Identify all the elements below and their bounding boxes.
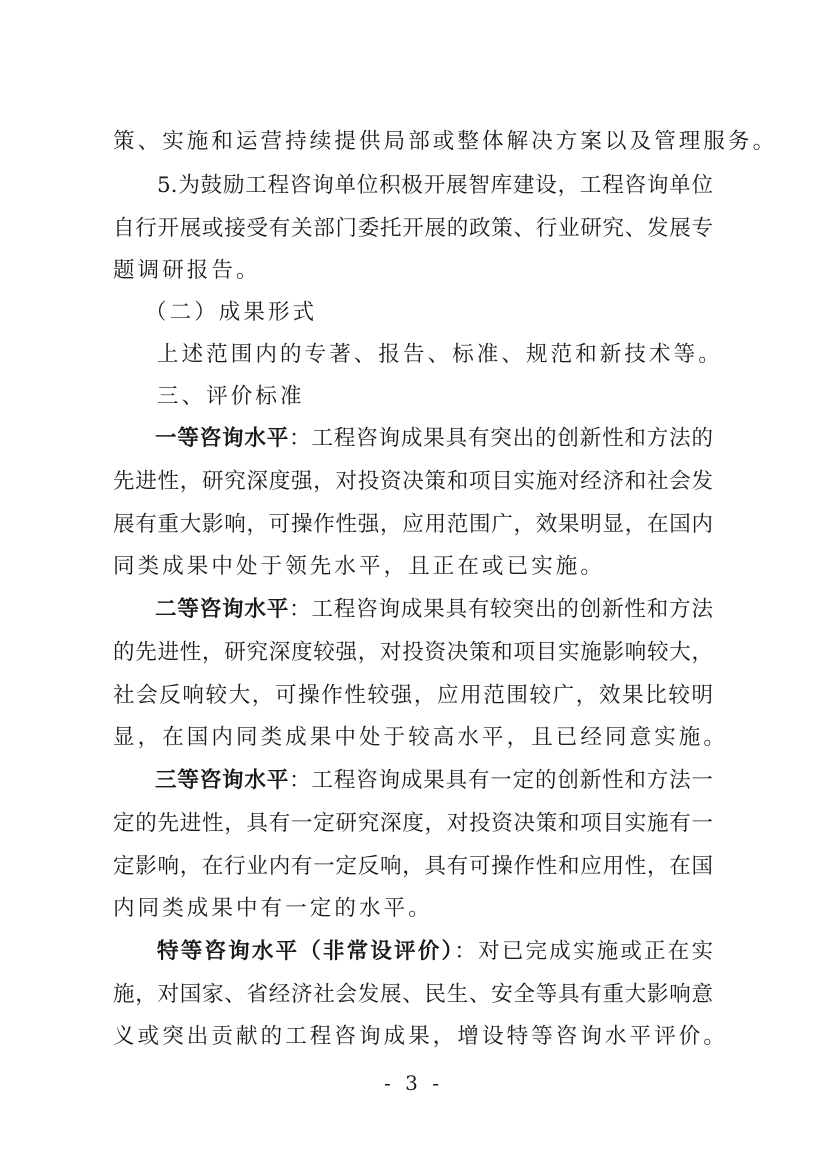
line-text: 显，在国内同类成果中处于较高水平，且已经同意实施。 <box>113 725 729 750</box>
paragraph-line <box>157 171 713 201</box>
line-text: 的先进性，研究深度较强，对投资决策和项目实施影响较大， <box>113 640 713 665</box>
paragraph-line <box>113 127 778 157</box>
line-text: （二）成果形式 <box>145 300 318 325</box>
line-text: 5.为鼓励工程咨询单位积极开展智库建设，工程咨询单位 <box>157 173 713 198</box>
paragraph-line <box>113 723 729 753</box>
line-text: 义或突出贡献的工程咨询成果，增设特等咨询水平评价。 <box>113 1024 729 1049</box>
section-subheading <box>145 298 745 328</box>
level-title: 二等咨询水平 <box>155 597 290 622</box>
line-text: 先进性，研究深度强，对投资决策和项目实施对经济和社会发 <box>113 469 713 494</box>
paragraph-line <box>113 552 713 582</box>
level-title: 一等咨询水平 <box>155 426 290 451</box>
line-text: 三、评价标准 <box>157 384 305 409</box>
line-text: 社会反响较大，可操作性较强，应用范围较广，效果比较明 <box>113 683 713 708</box>
paragraph-line <box>113 467 713 497</box>
line-text: ：工程咨询成果具有较突出的创新性和方法 <box>289 597 713 622</box>
line-text: 内同类成果中有一定的水平。 <box>113 896 433 921</box>
line-text: 定影响，在行业内有一定反响，具有可操作性和应用性，在国 <box>113 854 713 879</box>
line-text: 题调研报告。 <box>113 258 261 283</box>
paragraph-line <box>157 937 713 967</box>
paragraph-line <box>113 681 713 711</box>
page-number: - 3 - <box>384 1071 443 1095</box>
line-text: 同类成果中处于领先水平，且正在或已实施。 <box>113 554 606 579</box>
line-text: 策、实施和运营持续提供局部或整体解决方案以及管理服务。 <box>113 129 778 154</box>
line-text: 施，对国家、省经济社会发展、民生、安全等具有重大影响意 <box>113 982 713 1007</box>
level-title: 特等咨询水平（非常设评价） <box>157 939 455 964</box>
paragraph-line <box>113 894 713 924</box>
paragraph-line <box>113 809 713 839</box>
line-text: 定的先进性，具有一定研究深度，对投资决策和项目实施有一 <box>113 811 713 836</box>
section-heading <box>157 382 757 412</box>
paragraph-line <box>113 852 713 882</box>
line-text: ：工程咨询成果具有一定的创新性和方法一 <box>289 768 713 793</box>
line-text: 展有重大影响，可操作性强，应用范围广，效果明显，在国内 <box>113 512 713 537</box>
paragraph-line <box>113 638 713 668</box>
line-text: ：工程咨询成果具有突出的创新性和方法的 <box>289 426 713 451</box>
paragraph-line <box>113 214 713 244</box>
paragraph-line <box>157 340 757 370</box>
paragraph-line <box>155 766 713 796</box>
paragraph-line <box>155 595 713 625</box>
paragraph-line <box>113 1022 729 1052</box>
paragraph-line <box>155 424 713 454</box>
paragraph-line <box>113 510 713 540</box>
paragraph-line <box>113 980 713 1010</box>
paragraph-line <box>113 256 713 286</box>
line-text: 上述范围内的专著、报告、标准、规范和新技术等。 <box>157 342 723 367</box>
line-text: 自行开展或接受有关部门委托开展的政策、行业研究、发展专 <box>113 216 713 241</box>
level-title: 三等咨询水平 <box>155 768 290 793</box>
line-text: ：对已完成实施或正在实 <box>454 939 713 964</box>
